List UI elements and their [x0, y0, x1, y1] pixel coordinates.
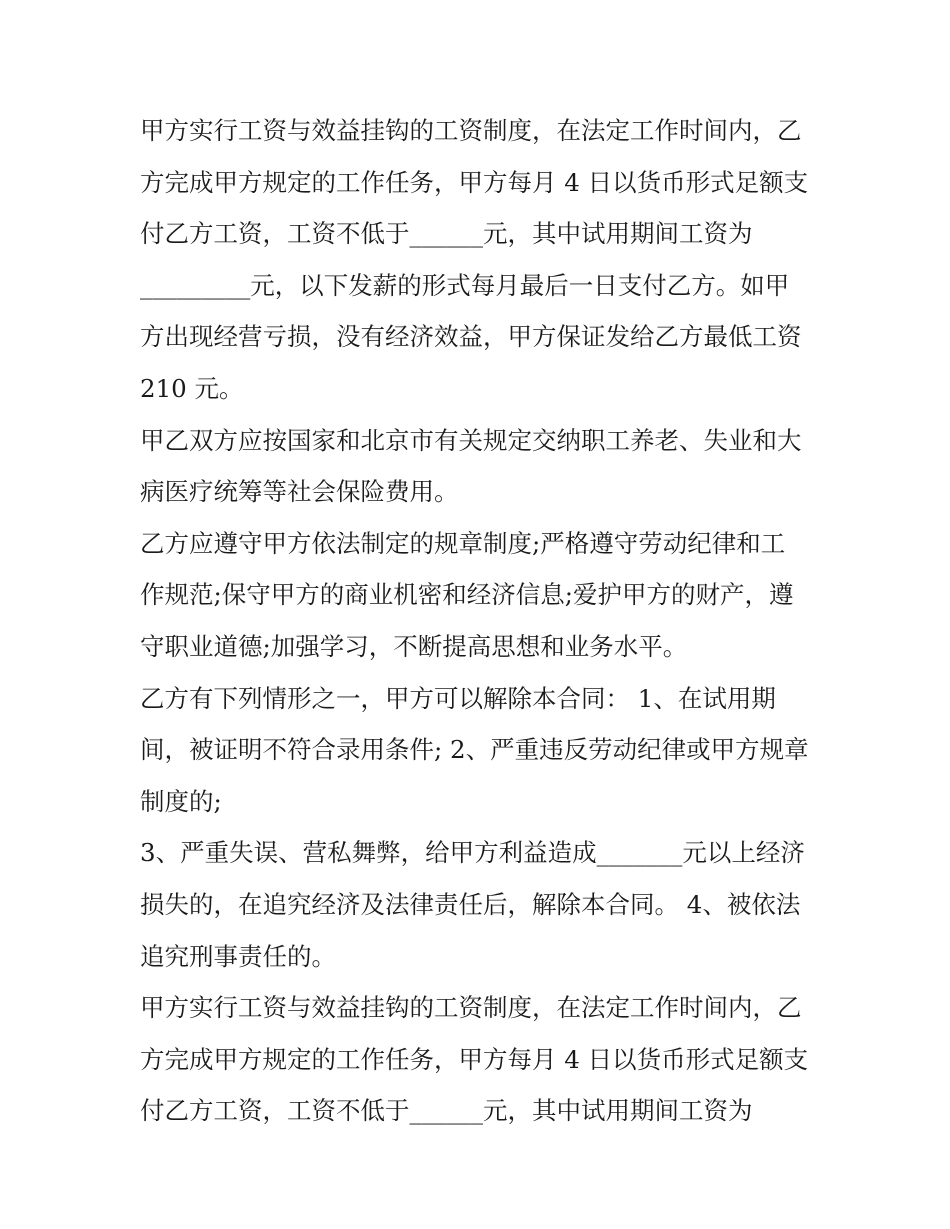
text-line: 方完成甲方规定的工作任务，甲方每月 4 日以货币形式足额支 [140, 167, 809, 197]
text-line: 甲乙双方应按国家和北京市有关规定交纳职工养老、失业和大 [140, 425, 802, 455]
text-line: 作规范;保守甲方的商业机密和经济信息;爱护甲方的财产，遵 [140, 580, 794, 610]
text-line: 210 元。 [140, 373, 244, 403]
text-line: 方完成甲方规定的工作任务，甲方每月 4 日以货币形式足额支 [140, 1044, 809, 1074]
text-line: 间，被证明不符合录用条件; 2、严重违反劳动纪律或甲方规章 [140, 735, 809, 765]
text-line: 付乙方工资，工资不低于______元，其中试用期间工资为 [140, 1096, 753, 1126]
text-line: 守职业道德;加强学习，不断提高思想和业务水平。 [140, 631, 688, 661]
text-line: 乙方有下列情形之一，甲方可以解除本合同： 1、在试用期 [140, 683, 776, 713]
text-line: 追究刑事责任的。 [140, 941, 336, 971]
text-line: _________元，以下发薪的形式每月最后一日支付乙方。如甲 [140, 270, 790, 300]
text-line: 甲方实行工资与效益挂钩的工资制度，在法定工作时间内，乙 [140, 993, 802, 1023]
text-line: 乙方应遵守甲方依法制定的规章制度;严格遵守劳动纪律和工 [140, 528, 786, 558]
text-line: 病医疗统筹等社会保险费用。 [140, 477, 459, 507]
text-line: 损失的，在追究经济及法律责任后，解除本合同。 4、被依法 [140, 889, 801, 919]
text-line: 3、严重失误、营私舞弊，给甲方利益造成_______元以上经济 [140, 838, 805, 868]
text-line: 甲方实行工资与效益挂钩的工资制度，在法定工作时间内，乙 [140, 116, 802, 145]
text-line: 付乙方工资，工资不低于______元，其中试用期间工资为 [140, 219, 753, 249]
text-line: 制度的; [140, 786, 222, 816]
text-line: 方出现经营亏损，没有经济效益，甲方保证发给乙方最低工资 [140, 322, 802, 352]
document-body [140, 105, 820, 1137]
